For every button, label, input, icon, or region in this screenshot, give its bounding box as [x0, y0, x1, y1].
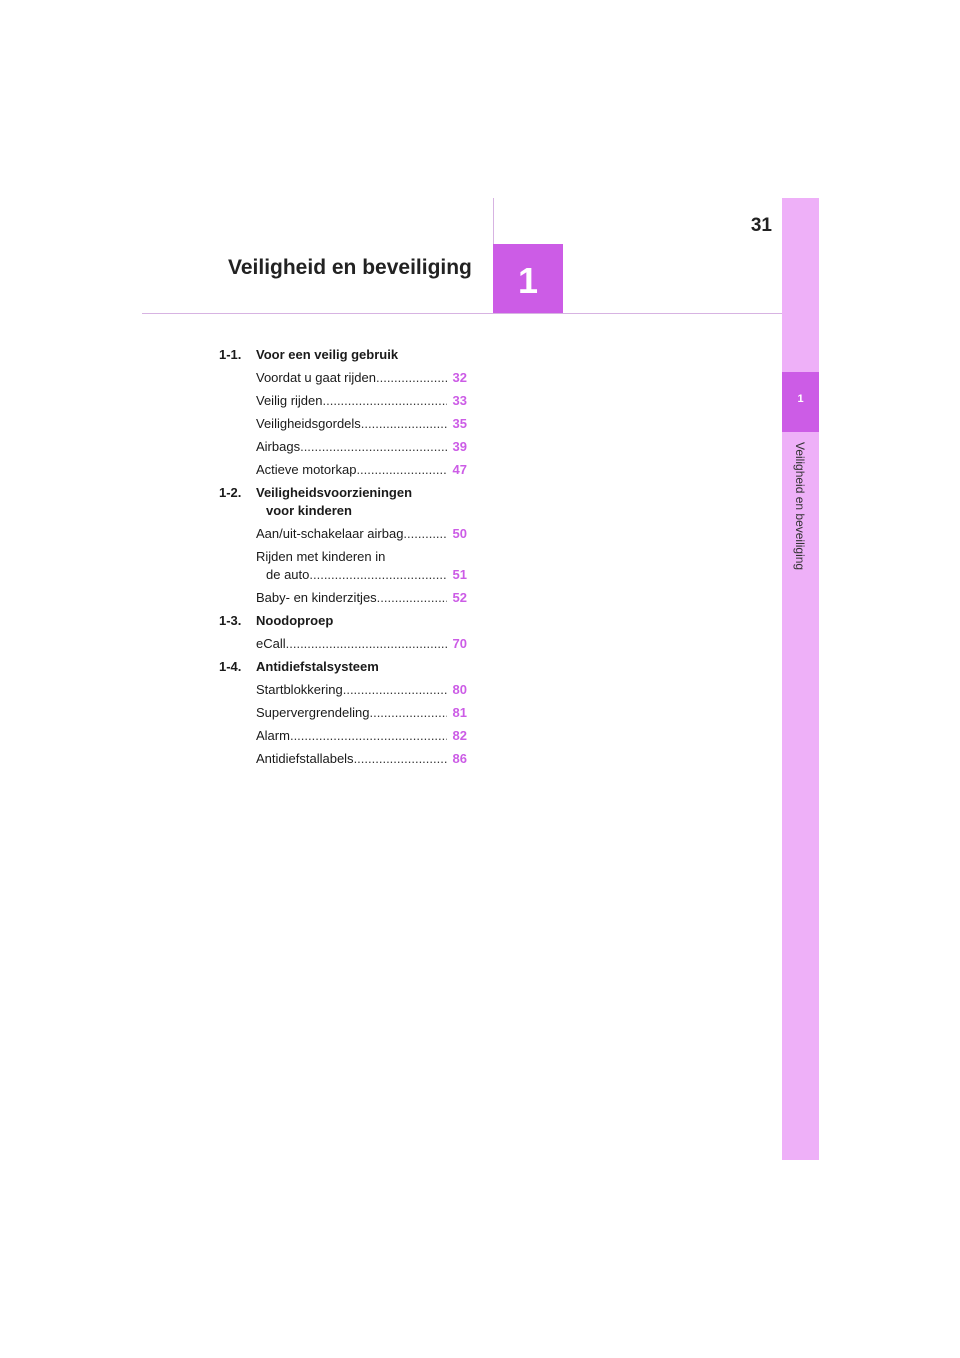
section-number: 1-2.	[219, 485, 242, 500]
entry-page-link[interactable]: 81	[452, 705, 467, 720]
entry-title: Actieve motorkap	[256, 462, 357, 477]
dot-leader	[369, 704, 447, 722]
entry-title: Baby- en kinderzitjes	[256, 590, 377, 605]
chapter-title: Veiligheid en beveiliging	[228, 256, 472, 279]
entry-title: eCall	[256, 636, 286, 651]
entry-page-link[interactable]: 50	[452, 526, 467, 541]
entry-title: Airbags	[256, 439, 301, 454]
section-title	[256, 484, 467, 520]
entry-title: Alarm	[256, 728, 290, 743]
entry-page-link[interactable]: 32	[452, 370, 467, 385]
entry-title: Antidiefstallabels	[256, 751, 354, 766]
entry-page-link[interactable]: 70	[452, 636, 467, 651]
section-title-line2: voor kinderen	[266, 503, 352, 518]
side-tab-label: Veiligheid en beveiliging	[793, 442, 807, 571]
toc-section	[219, 658, 467, 676]
dot-leader	[361, 415, 447, 433]
toc-entry[interactable]	[256, 461, 467, 479]
toc-section	[219, 346, 467, 364]
section-title: Voor een veilig gebruik	[256, 347, 399, 362]
dot-leader	[403, 525, 447, 543]
dot-leader	[376, 369, 447, 387]
side-tab	[782, 198, 819, 1160]
entry-title: Voordat u gaat rijden	[256, 370, 376, 385]
entry-title-line1: Rijden met kinderen in	[256, 549, 386, 564]
dot-leader	[286, 635, 447, 653]
side-tab-number: 1	[797, 393, 804, 405]
toc-entry[interactable]	[256, 635, 467, 653]
dot-leader	[300, 438, 447, 456]
entry-page-link[interactable]: 80	[452, 682, 467, 697]
toc-entry[interactable]	[256, 525, 467, 543]
toc-entry[interactable]	[256, 750, 467, 768]
chapter-divider-vertical	[493, 198, 494, 245]
dot-leader	[309, 566, 447, 584]
dot-leader	[356, 461, 447, 479]
entry-title: Aan/uit-schakelaar airbag	[256, 526, 404, 541]
toc-entry[interactable]	[256, 727, 467, 745]
dot-leader	[377, 589, 447, 607]
toc-entry[interactable]	[256, 589, 467, 607]
section-number: 1-1.	[219, 347, 242, 362]
section-title-line1: Veiligheidsvoorzieningen	[256, 485, 413, 500]
section-number: 1-3.	[219, 613, 242, 628]
entry-title-line2: de auto	[266, 567, 310, 582]
toc-entry[interactable]	[256, 392, 467, 410]
dot-leader	[343, 681, 447, 699]
entry-page-link[interactable]: 35	[452, 416, 467, 431]
entry-page-link[interactable]: 51	[452, 567, 467, 582]
entry-page-link[interactable]: 82	[452, 728, 467, 743]
entry-title: Veiligheidsgordels	[256, 416, 361, 431]
table-of-contents	[219, 346, 467, 773]
toc-entry[interactable]	[256, 681, 467, 699]
chapter-number-box	[493, 244, 563, 314]
toc-section	[219, 484, 467, 520]
entry-page-link[interactable]: 47	[452, 462, 467, 477]
toc-section	[219, 612, 467, 630]
entry-page-link[interactable]: 52	[452, 590, 467, 605]
entry-title: Veilig rijden	[256, 393, 323, 408]
entry-title: Supervergrendeling	[256, 705, 370, 720]
entry-page-link[interactable]: 33	[452, 393, 467, 408]
section-title: Noodoproep	[256, 613, 334, 628]
header-rule	[142, 313, 782, 314]
toc-entry[interactable]	[256, 415, 467, 433]
toc-entry[interactable]	[256, 548, 467, 584]
dot-leader	[290, 727, 447, 745]
entry-page-link[interactable]: 39	[452, 439, 467, 454]
section-title: Antidiefstalsysteem	[256, 659, 379, 674]
dot-leader	[354, 750, 447, 768]
toc-entry[interactable]	[256, 369, 467, 387]
section-number: 1-4.	[219, 659, 242, 674]
entry-page-link[interactable]: 86	[452, 751, 467, 766]
toc-entry[interactable]	[256, 438, 467, 456]
chapter-number: 1	[517, 260, 539, 301]
page-number: 31	[750, 215, 772, 236]
dot-leader	[323, 392, 448, 410]
toc-entry[interactable]	[256, 704, 467, 722]
entry-second-line	[256, 566, 467, 584]
entry-title: Startblokkering	[256, 682, 343, 697]
